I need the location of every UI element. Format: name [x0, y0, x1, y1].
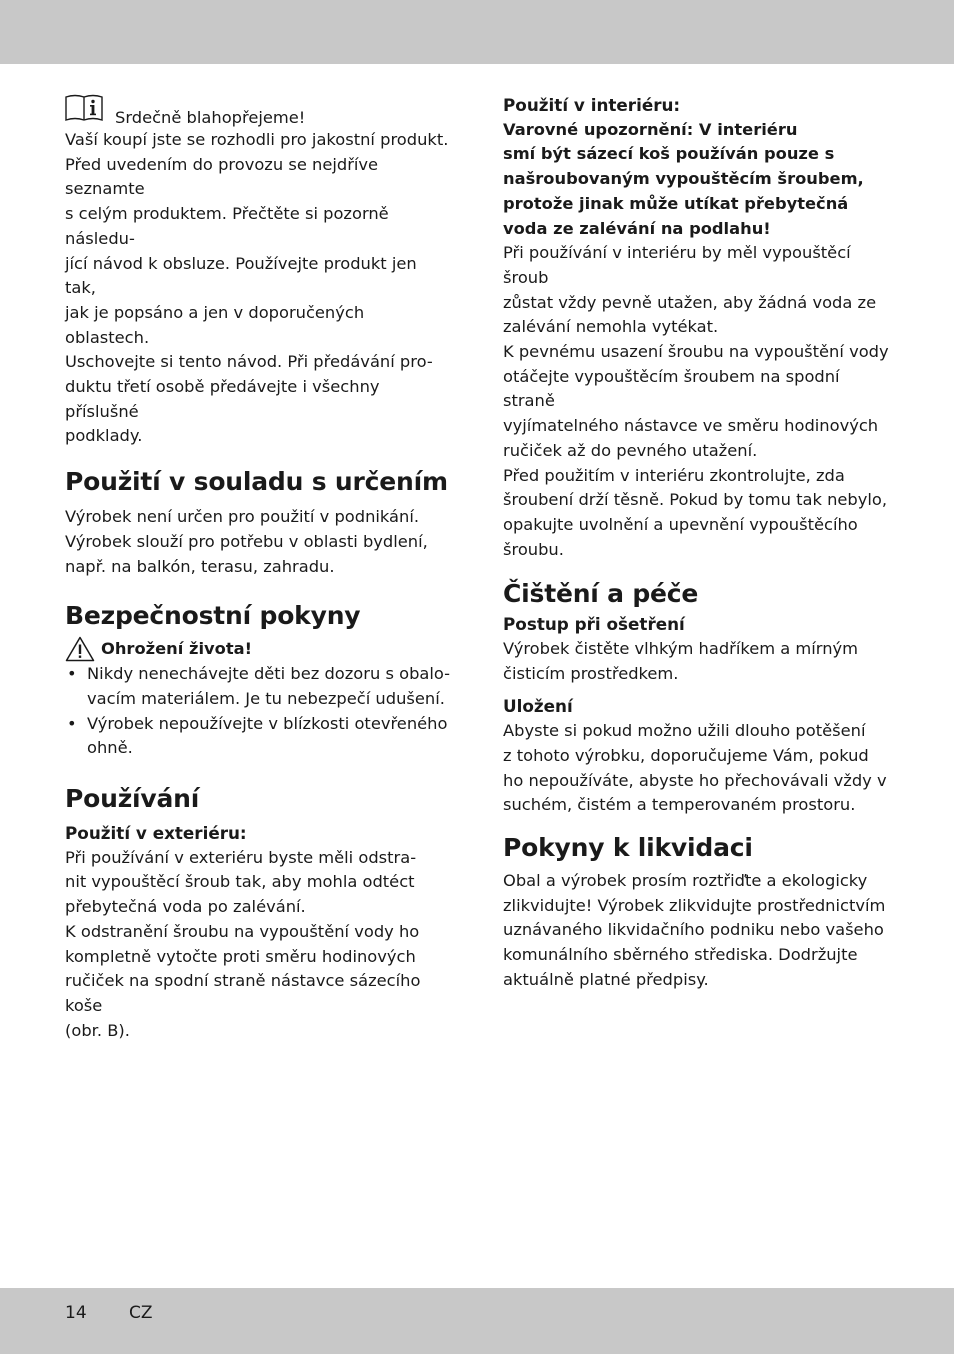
text-line: Výrobek nepoužívejte v blízkosti otevřeného: [87, 713, 448, 733]
subheading-exterior: Použití v exteriéru:: [65, 823, 247, 844]
section-heading-usage: Používání: [65, 784, 200, 814]
text-line: čisticím prostředkem.: [503, 663, 679, 683]
list-item: [65, 662, 451, 711]
interior-paragraph: [503, 241, 889, 562]
text-line: otáčejte vypouštěcím šroubem na spodní straně: [503, 366, 840, 411]
text-line: šroubení drží těsně. Pokud by tomu tak nebylo,: [503, 490, 888, 510]
text-line: Výrobek není určen pro použití v podnikání.: [65, 507, 420, 527]
right-column: [503, 96, 889, 993]
text-line: Při používání v interiéru by měl vypouštěcí šroub: [503, 243, 851, 287]
text-line: protože jinak může utíkat přebytečná: [503, 193, 849, 213]
text-line: smí být sázecí koš používán pouze s: [503, 144, 835, 164]
text-line: (obr. B).: [65, 1020, 130, 1040]
text-line: z tohoto výrobku, doporučujeme Vám, pokud: [503, 745, 869, 765]
text-line: suchém, čistém a temperovaném prostoru.: [503, 795, 856, 815]
text-line: jak je popsáno a jen v doporučených oblastech.: [65, 302, 365, 347]
text-line: šroubu.: [503, 539, 564, 559]
text-line: zlikvidujte! Výrobek zlikvidujte prostřednictvím: [503, 895, 886, 915]
care-paragraph: [503, 637, 889, 686]
exterior-paragraph: [65, 846, 451, 1044]
section-heading-disposal: Pokyny k likvidaci: [503, 832, 753, 862]
text-line: kompletně vytočte proti směru hodinových: [65, 946, 416, 966]
page-number: 14: [65, 1303, 87, 1323]
text-line: vacím materiálem. Je tu nebezpečí udušení.: [87, 688, 445, 708]
text-line: Obal a výrobek prosím roztřiďte a ekologicky: [503, 870, 868, 890]
text-line: duktu třetí osobě předávejte i všechny příslušné: [65, 377, 380, 421]
text-line: zalévání nemohla vytékat.: [503, 317, 719, 337]
warning-title: Ohrožení života!: [101, 638, 253, 658]
text-line: ohně.: [87, 738, 133, 758]
section-heading-cleaning: Čištění a péče: [503, 579, 699, 609]
interior-warning: [503, 118, 889, 242]
storage-paragraph: [503, 719, 889, 818]
text-line: Uschovejte si tento návod. Při předávání pro-: [65, 352, 433, 372]
disposal-paragraph: [503, 869, 889, 993]
text-line: přebytečná voda po zalévání.: [65, 897, 306, 917]
text-line: Před použitím v interiéru zkontrolujte, zda: [503, 465, 845, 485]
section-heading-intended-use: Použití v souladu s určením: [65, 467, 448, 497]
text-line: ručiček na spodní straně nástavce sázecího koše: [65, 971, 421, 1015]
text-line: opakujte uvolnění a upevnění vypouštěcího: [503, 514, 858, 534]
text-line: např. na balkón, terasu, zahradu.: [65, 556, 335, 576]
text-line: našroubovaným vypouštěcím šroubem,: [503, 169, 864, 189]
read-manual-icon: [65, 94, 103, 122]
warning-row: [65, 636, 451, 662]
warning-triangle-icon: [65, 636, 95, 662]
text-line: Výrobek čistěte vlhkým hadříkem a mírným: [503, 639, 859, 659]
bullet: •: [67, 664, 77, 684]
text-line: Vaší koupí jste se rozhodli pro jakostní produkt.: [65, 130, 449, 149]
text-line: voda ze zalévání na podlahu!: [503, 218, 771, 238]
text-line: podklady.: [65, 426, 143, 446]
bullet: •: [67, 713, 77, 733]
text-line: Před uvedením do provozu se nejdříve seznamte: [65, 154, 379, 199]
intro-greeting: [65, 96, 451, 125]
text-line: vyjímatelného nástavce ve směru hodinových: [503, 416, 879, 436]
text-line: K odstranění šroubu na vypouštění vody ho: [65, 921, 420, 941]
text-line: K pevnému usazení šroubu na vypouštění vody: [503, 342, 889, 362]
text-line: jící návod k obsluze. Používejte produkt jen tak,: [65, 253, 417, 298]
left-column: [65, 96, 451, 1043]
text-line: uznávaného likvidačního podniku nebo vašeho: [503, 920, 884, 940]
language-code: CZ: [129, 1303, 153, 1323]
text-line: ručiček až do pevného utažení.: [503, 440, 758, 460]
intro-greeting-text: Srdečně blahopřejeme!: [115, 108, 306, 127]
text-line: s celým produktem. Přečtěte si pozorně následu-: [65, 204, 389, 248]
text-line: Abyste si pokud možno užili dlouho potěšení: [503, 721, 866, 741]
section-heading-safety: Bezpečnostní pokyny: [65, 601, 361, 631]
text-line: Výrobek slouží pro potřebu v oblasti bydlení,: [65, 531, 428, 551]
text-line: aktuálně platné předpisy.: [503, 969, 709, 989]
text-line: Varovné upozornění: V interiéru: [503, 119, 798, 139]
intended-use-paragraph: [65, 505, 451, 579]
list-item: [65, 712, 451, 761]
subheading-care: Postup při ošetření: [503, 614, 685, 635]
intro-paragraph: [65, 128, 451, 449]
subheading-interior: Použití v interiéru:: [503, 95, 681, 115]
safety-list: [65, 662, 451, 761]
text-line: nit vypouštěcí šroub tak, aby mohla odtéct: [65, 872, 415, 892]
text-line: Nikdy nenechávejte děti bez dozoru s obalo-: [87, 664, 451, 684]
header-bar: [0, 0, 954, 64]
text-line: Při používání v exteriéru byste měli odstra-: [65, 847, 417, 867]
text-line: komunálního sběrného střediska. Dodržujte: [503, 945, 858, 965]
text-line: zůstat vždy pevně utažen, aby žádná voda ze: [503, 292, 877, 312]
subheading-storage: Uložení: [503, 696, 573, 717]
text-line: ho nepoužíváte, abyste ho přechovávali vždy v: [503, 770, 887, 790]
